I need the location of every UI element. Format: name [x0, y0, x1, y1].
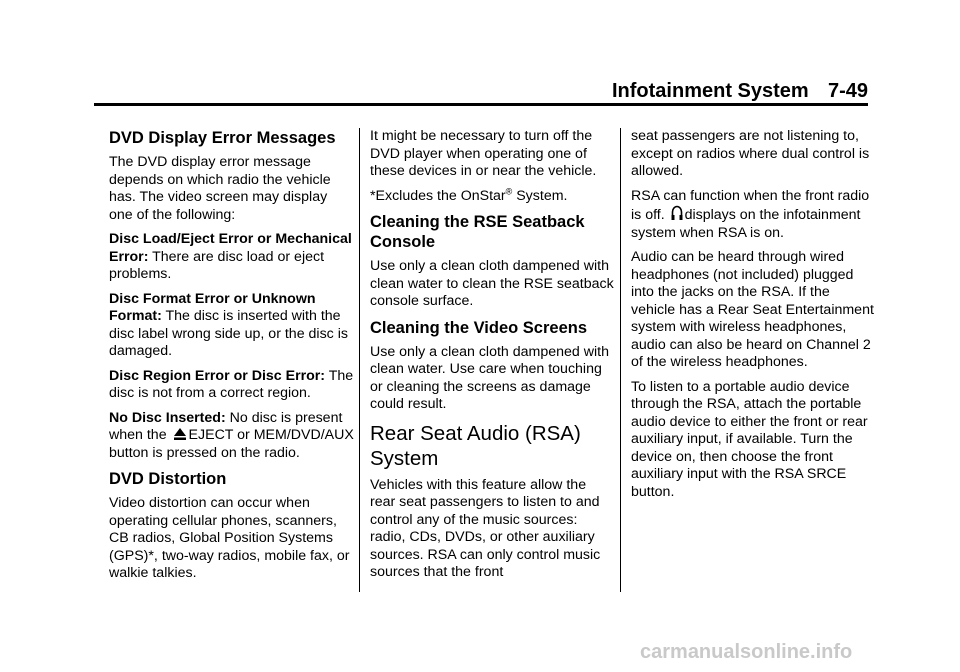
heading-distortion: DVD Distortion	[109, 470, 227, 488]
paragraph-listen: To listen to a portable audio device through the RSA, attach the portable audio device to either the front or rear auxiliary input, if available. Turn the device on, then choose the front auxiliary input with the RSA SRCE button.	[631, 378, 868, 500]
error-text: The disc is not from a correct region.	[109, 367, 354, 401]
heading-console: Cleaning the RSE Seatback Console	[370, 213, 585, 251]
error-text: There are disc load or eject problems.	[109, 248, 325, 282]
error-term: Disc Load/Eject Error or Mechanical Error:	[109, 231, 352, 265]
heading-screens: Cleaning the Video Screens	[370, 318, 588, 337]
eject-icon	[173, 427, 187, 441]
function-text-b: displays on the infotainment system when RSA is on.	[631, 207, 861, 241]
column-3	[631, 128, 876, 508]
error-text: No disc is present when the	[109, 409, 343, 443]
error-text: EJECT or MEM/DVD/AUX button is pressed on the radio.	[109, 427, 354, 461]
column-divider-1	[359, 128, 360, 592]
error-item-format	[109, 291, 354, 361]
page-number: 7-49	[827, 80, 868, 102]
error-term: Disc Format Error or Unknown Format:	[109, 290, 316, 324]
column-1	[109, 128, 354, 590]
paragraph-screens: Use only a clean cloth dampened with clean water. Use care when touching or cleaning the screens as damage could result.	[370, 343, 609, 412]
paragraph-excludes	[370, 185, 615, 206]
paragraph-turnoff: It might be necessary to turn off the DVD player when operating one of these devices in or near the vehicle.	[370, 128, 597, 179]
column-divider-2	[620, 128, 621, 592]
paragraph-console: Use only a clean cloth dampened with clean water to clean the RSE seatback console surface.	[370, 258, 614, 309]
headphones-icon	[671, 205, 683, 221]
watermark: carmanualsonline.info	[640, 641, 853, 663]
header-rule	[94, 103, 868, 106]
error-item-load	[109, 231, 354, 284]
excludes-text-end: System.	[512, 187, 568, 204]
error-item-region	[109, 368, 354, 403]
paragraph-audio: Audio can be heard through wired headphones (not included) plugged into the jacks on the RSA. If the vehicle has a Rear Seat Entertainment system with wireless headphones, audio can also be heard on Channel 2 of the wireless headphones.	[631, 249, 874, 370]
column-2	[370, 128, 615, 589]
paragraph-distortion: Video distortion can occur when operating cellular phones, scanners, CB radios, Global Position Systems (GPS)*, two-way radios, mobile fax, or walkie talkies.	[109, 495, 350, 581]
paragraph-intro: The DVD display error message depends on which radio the vehicle has. The video screen may display one of the following:	[109, 154, 331, 223]
registered-mark: ®	[505, 185, 513, 196]
paragraph-function	[631, 188, 876, 243]
paragraph-continued: seat passengers are not listening to, except on radios where dual control is allowed.	[631, 128, 870, 179]
section-title: Infotainment System	[612, 80, 809, 102]
error-term: No Disc Inserted:	[109, 409, 226, 426]
error-term: Disc Region Error or Disc Error:	[109, 367, 326, 384]
error-item-nodisc	[109, 410, 354, 463]
function-text-a: RSA can function when the front radio is off.	[631, 187, 870, 223]
excludes-text: *Excludes the OnStar	[370, 187, 506, 204]
heading-dvd-error: DVD Display Error Messages	[109, 129, 336, 147]
heading-rsa: Rear Seat Audio (RSA) System	[370, 421, 581, 470]
error-text: The disc is inserted with the disc label wrong side up, or the disc is damaged.	[109, 308, 348, 359]
paragraph-rsa: Vehicles with this feature allow the rear seat passengers to listen to and control any of the music sources: radio, CDs, DVDs, or other auxiliary sources. RSA can only control music sources that the front	[370, 476, 601, 580]
